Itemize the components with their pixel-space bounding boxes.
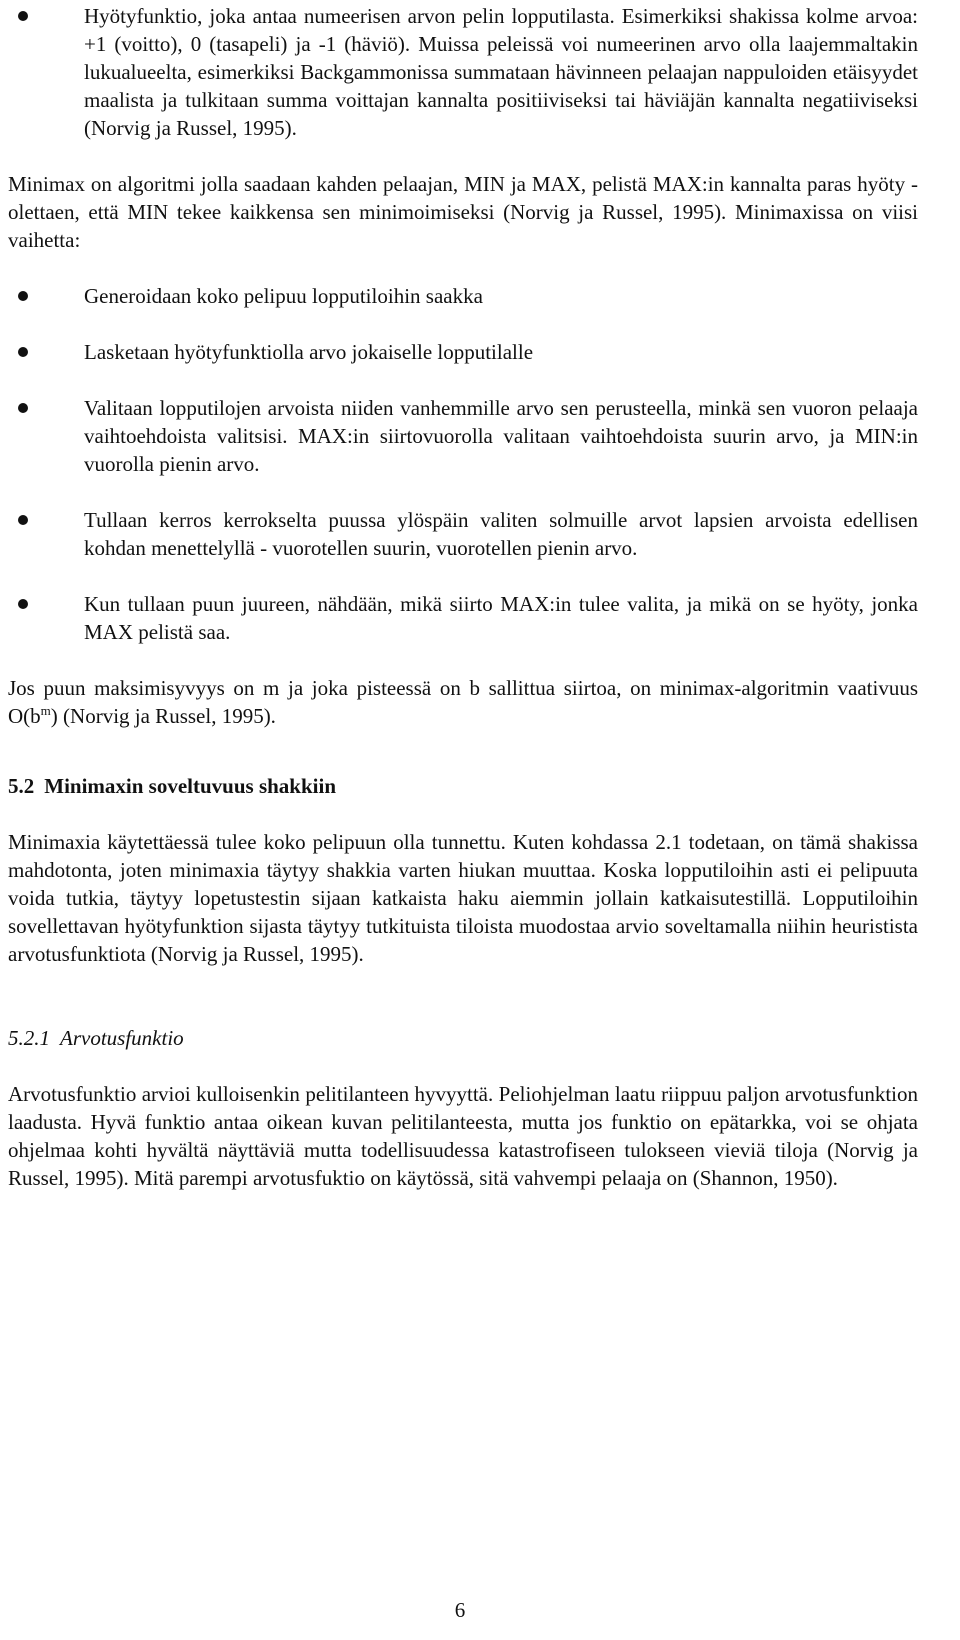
complexity-citation: ) (Norvig ja Russel, 1995). (50, 704, 276, 728)
list-item (8, 506, 918, 562)
bullet-icon (18, 599, 28, 609)
list-item (8, 590, 918, 646)
bullet-icon (18, 403, 28, 413)
list-item-text: Lasketaan hyötyfunktiolla arvo jokaiselle lopputilalle (84, 340, 534, 364)
bullet-icon (18, 11, 28, 21)
list-item (8, 2, 918, 142)
paragraph-minimax: Minimax on algoritmi jolla saadaan kahden pelaajan, MIN ja MAX, pelistä MAX:in kannalta paras hyöty - olettaen, että MIN tekee kaikkensa sen minimoimiseksi (Norvig ja Russel, 1995). Minimaxissa on viisi vaihetta: (8, 172, 918, 252)
bullet-icon (18, 291, 28, 301)
list-item-text: Kun tullaan puun juureen, nähdään, mikä siirto MAX:in tulee valita, ja mikä on se hyöty, jonka MAX pelistä saa. (84, 592, 918, 644)
paragraph-complexity (8, 674, 918, 730)
list-item-text: Valitaan lopputilojen arvoista niiden vanhemmille arvo sen perusteella, minkä sen vuoron pelaaja vaihtoehdoista valitsisi. MAX:in siirtovuorolla valitaan vaihtoehdoista suurin arvo, ja MIN:in vuorolla pienin arvo. (84, 396, 918, 476)
subsection-title: Arvotusfunktio (60, 1026, 184, 1050)
list-item (8, 338, 918, 366)
list-item (8, 394, 918, 478)
section-title: Minimaxin soveltuvuus shakkiin (44, 774, 337, 798)
section-number: 5.2 (8, 774, 35, 798)
page-number: 6 (454, 1598, 466, 1622)
complexity-text: Jos puun maksimisyvyys on m ja joka pisteessä on b sallittua siirtoa, on minimax-algoritmin vaativuus O(b (8, 676, 918, 728)
paragraph-section-5-2: Minimaxia käytettäessä tulee koko pelipuun olla tunnettu. Kuten kohdassa 2.1 todetaan, on tämä shakissa mahdotonta, joten minimaxia täytyy shakkia varten hiukan muuttaa. Koska lopputiloihin asti ei pelipuuta voida tutkia, täytyy lopetustestin sijaan katkaista haku aiemmin jollain katkaisutestillä. Lopputiloihin sovellettavan hyötyfunktion sijasta täytyy tutkituista tiloista muodostaa arvio soveltamalla niihin heuristista arvotusfunktiota (Norvig ja Russel, 1995). (8, 830, 918, 966)
subsection-number: 5.2.1 (8, 1026, 50, 1050)
list-item-text: Generoidaan koko pelipuu lopputiloihin saakka (84, 284, 483, 308)
list-item (8, 282, 918, 310)
subsection-heading (8, 1024, 918, 1052)
exponent: m (40, 703, 51, 718)
list-item-text: Hyötyfunktio, joka antaa numeerisen arvon pelin lopputilasta. Esimerkiksi shakissa kolme arvoa: +1 (voitto), 0 (tasapeli) ja -1 (häviö). Muissa peleissä voi numeerinen arvo olla laajemmaltakin lukualueelta, esimerkiksi Backgammonissa summataan hävinneen pelaajan nappuloiden etäisyydet maalista ja tulkitaan summa voittajan kannalta positiiviseksi tai häviäjän kannalta negatiiviseksi (Norvig ja Russel, 1995). (84, 4, 918, 140)
list-item-text: Tullaan kerros kerrokselta puussa ylöspäin valiten solmuille arvot lapsien arvoista edellisen kohdan menettelyllä - vuorotellen suurin, vuorotellen pienin arvo. (84, 508, 918, 560)
section-heading (8, 772, 918, 800)
paragraph-section-5-2-1: Arvotusfunktio arvioi kulloisenkin pelitilanteen hyvyyttä. Peliohjelman laatu riippuu paljon arvotusfunktion laadusta. Hyvä funktio antaa oikean kuvan pelitilanteesta, mutta jos funktio on epätarkka, voi se ohjata ohjelmaa kohti hyvältä näyttäviä mutta todellisuudessa katastrofiseen tulokseen vieviä tiloja (Norvig ja Russel, 1995). Mitä parempi arvotusfuktio on käytössä, sitä vahvempi pelaaja on (Shannon, 1950). (8, 1082, 918, 1190)
bullet-icon (18, 347, 28, 357)
bullet-icon (18, 515, 28, 525)
document-page (8, 0, 918, 1192)
